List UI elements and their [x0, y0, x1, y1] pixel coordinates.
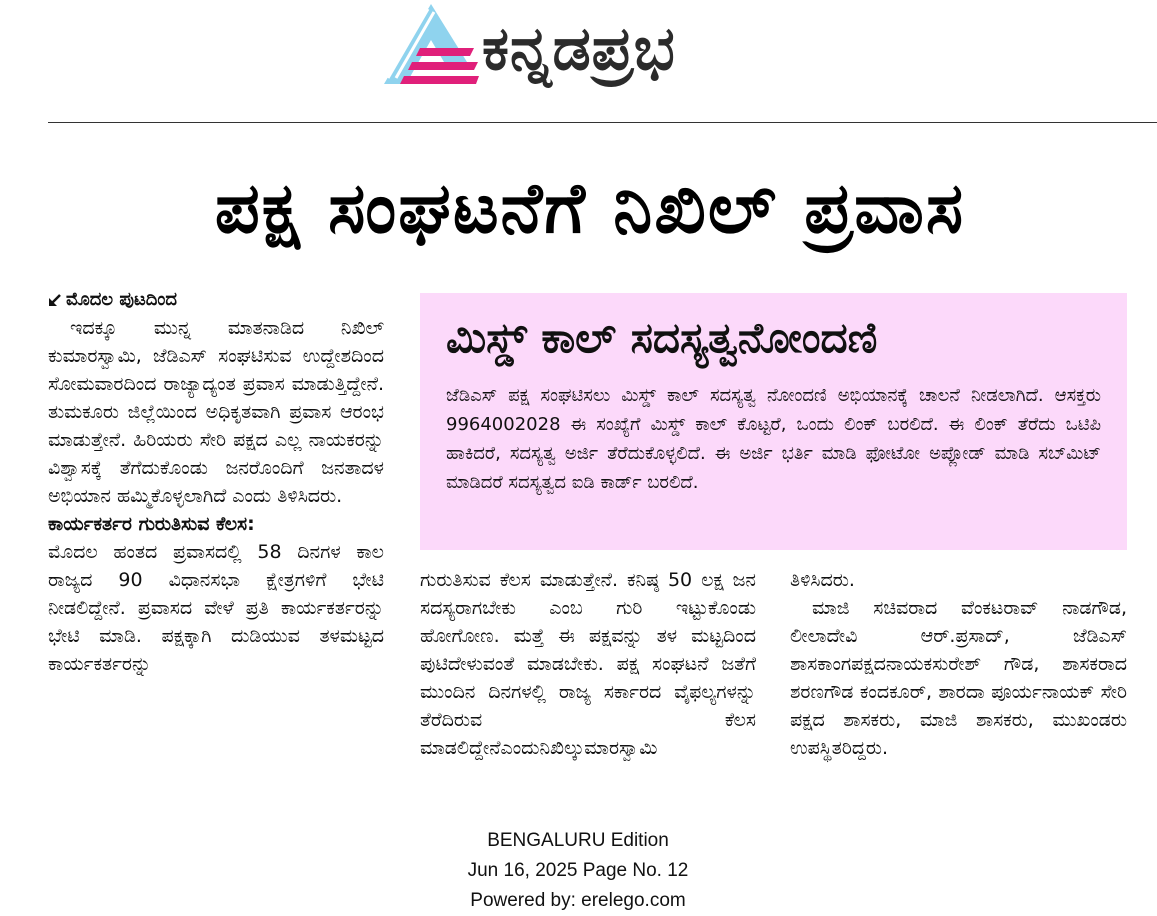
article-paragraph: ಗುರುತಿಸುವ ಕೆಲಸ ಮಾಡುತ್ತೇನೆ. ಕನಿಷ್ಠ 50 ಲಕ್ಷ ಜನ ಸದಸ್ಯರಾಗಬೇಕು ಎಂಬ ಗುರಿ ಇಟ್ಟುಕೊಂಡು ಹೋಗೋಣ. ಮತ್ತೆ ಈ ಪಕ್ಷವನ್ನು ತಳ ಮಟ್ಟದಿಂದ ಪುಟಿದೇಳುವಂತೆ ಮಾಡಬೇಕು. ಪಕ್ಷ ಸಂಘಟನೆ ಜತೆಗೆ ಮುಂದಿನ ದಿನಗಳಲ್ಲಿ ರಾಜ್ಯ ಸರ್ಕಾರದ ವೈಫಲ್ಯಗಳನ್ನು ತೆರೆದಿರುವ ಕೆಲಸ ಮಾಡಲಿದ್ದೇನೆಎಂದುನಿಖಿಲ್ಕುಮಾರಸ್ವಾಮಿ [420, 569, 756, 759]
article-column-3 [790, 566, 1127, 762]
article-paragraph: ಮಾಜಿ ಸಚಿವರಾದ ವೆಂಕಟರಾವ್ ನಾಡಗೌಡ, ಲೀಲಾದೇವಿ ಆರ್.ಪ್ರಸಾದ್, ಜೆಡಿಎಸ್ ಶಾಸಕಾಂಗಪಕ್ಷದನಾಯಕಸುರೇಶ್ ಗೌಡ, ಶಾಸಕರಾದ ಶರಣಗೌಡ ಕಂದಕೂರ್, ಶಾರದಾ ಪೂರ್ಯನಾಯಕ್ ಸೇರಿ ಪಕ್ಷದ ಶಾಸಕರು, ಮಾಜಿ ಶಾಸಕರು, ಮುಖಂಡರು ಉಪಸ್ಥಿತರಿದ್ದರು. [790, 597, 1127, 759]
date-page-label: Jun 16, 2025 Page No. 12 [467, 860, 689, 881]
article-paragraph: ಇದಕ್ಕೂ ಮುನ್ನ ಮಾತನಾಡಿದ ನಿಖಿಲ್ ಕುಮಾರಸ್ವಾಮಿ, ಜೆಡಿಎಸ್ ಸಂಘಟಿಸುವ ಉದ್ದೇಶದಿಂದ ಸೋಮವಾರದಿಂದ ರಾಜ್ಯಾದ್ಯಂತ ಪ್ರವಾಸ ಮಾಡುತ್ತಿದ್ದೇನೆ. ತುಮಕೂರು ಜಿಲ್ಲೆಯಿಂದ ಅಧಿಕೃತವಾಗಿ ಪ್ರವಾಸ ಆರಂಭ ಮಾಡುತ್ತೇನೆ. ಹಿರಿಯರು ಸೇರಿ ಪಕ್ಷದ ಎಲ್ಲ ನಾಯಕರನ್ನು ವಿಶ್ವಾಸಕ್ಕೆ ತೆಗೆದುಕೊಂಡು ಜನರೊಂದಿಗೆ ಜನತಾದಳ ಅಭಿಯಾನ ಹಮ್ಮಿಕೊಳ್ಳಲಾಗಿದೆ ಎಂದು ತಿಳಿಸಿದರು. [48, 317, 384, 507]
masthead-rule [48, 122, 1157, 123]
article-paragraph: ತಿಳಿಸಿದರು. [790, 569, 855, 591]
article-subhead: ಕಾರ್ಯಕರ್ತರ ಗುರುತಿಸುವ ಕೆಲಸ: [48, 513, 255, 535]
edition-footer [378, 826, 778, 916]
continued-label: ಮೊದಲ ಪುಟದಿಂದ [66, 289, 177, 310]
missed-call-info-box [420, 293, 1127, 550]
article-column-2 [420, 566, 756, 762]
triangle-stripes-logo-icon [384, 4, 479, 84]
edition-label: BENGALURU Edition [487, 830, 669, 851]
arrow-down-left-icon [48, 293, 62, 307]
box-title: ಮಿಸ್ಡ್ ಕಾಲ್ ಸದಸ್ಯತ್ವನೋಂದಣಿ [446, 313, 878, 362]
continued-from-front [48, 286, 384, 314]
headline: ಪಕ್ಷ ಸಂಘಟನೆಗೆ ನಿಖಿಲ್ ಪ್ರವಾಸ [214, 167, 966, 249]
article-paragraph: ಮೊದಲ ಹಂತದ ಪ್ರವಾಸದಲ್ಲಿ 58 ದಿನಗಳ ಕಾಲ ರಾಜ್ಯದ 90 ವಿಧಾನಸಭಾ ಕ್ಷೇತ್ರಗಳಿಗೆ ಭೇಟಿ ನೀಡಲಿದ್ದೇನೆ. ಪ್ರವಾಸದ ವೇಳೆ ಪ್ರತಿ ಕಾರ್ಯಕರ್ತರನ್ನು ಭೇಟಿ ಮಾಡಿ. ಪಕ್ಷಕ್ಕಾಗಿ ದುಡಿಯುವ ತಳಮಟ್ಟದ ಕಾರ್ಯಕರ್ತರನ್ನು [48, 541, 384, 675]
article-column-1 [48, 286, 384, 678]
logo-wordmark: ಕನ್ನಡಪ್ರಭ [482, 14, 676, 84]
powered-by-link[interactable]: Powered by: erelego.com [470, 890, 686, 911]
masthead [0, 0, 1157, 100]
box-body: ಜೆಡಿಎಸ್ ಪಕ್ಷ ಸಂಘಟಿಸಲು ಮಿಸ್ಡ್ ಕಾಲ್ ಸದಸ್ಯತ್ವ ನೋಂದಣಿ ಅಭಿಯಾನಕ್ಕೆ ಚಾಲನೆ ನೀಡಲಾಗಿದೆ. ಆಸಕ್ತರು 9964002028 ಈ ಸಂಖ್ಯೆಗೆ ಮಿಸ್ಡ್ ಕಾಲ್ ಕೊಟ್ಟರೆ, ಒಂದು ಲಿಂಕ್ ಬರಲಿದೆ. ಈ ಲಿಂಕ್ ತೆರೆದು ಒಟಿಪಿ ಹಾಕಿದರೆ, ಸದಸ್ಯತ್ವ ಅರ್ಜಿ ತೆರೆದುಕೊಳ್ಳಲಿದೆ. ಈ ಅರ್ಜಿ ಭರ್ತಿ ಮಾಡಿ ಫೋಟೋ ಅಪ್ಲೋಡ್ ಮಾಡಿ ಸಬ್‌ಮಿಟ್ ಮಾಡಿದರೆ ಸದಸ್ಯತ್ವದ ಐಡಿ ಕಾರ್ಡ್ ಬರಲಿದೆ. [446, 385, 1101, 493]
